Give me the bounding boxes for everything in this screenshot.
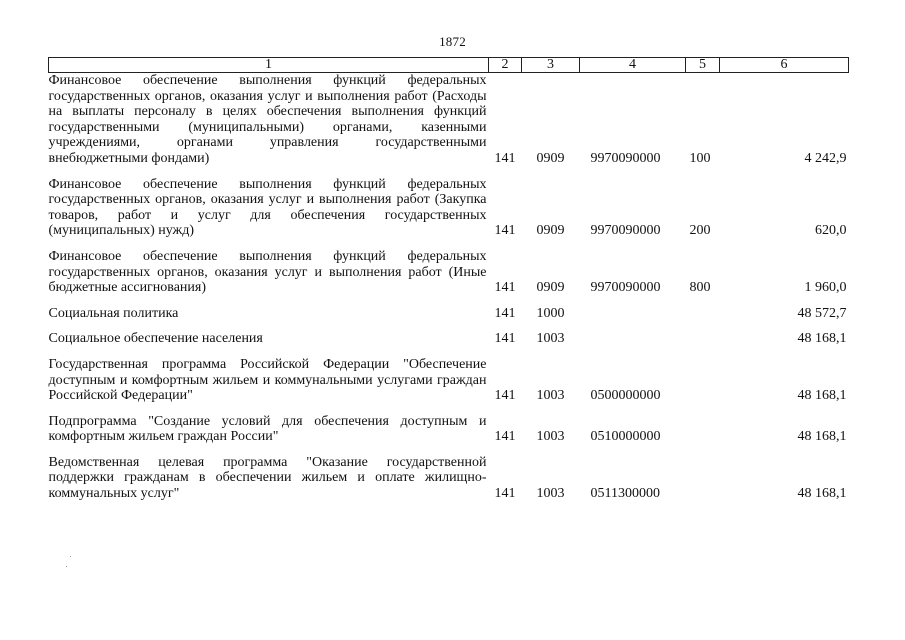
row-spacer	[49, 296, 849, 306]
row-amount: 48 168,1	[797, 429, 847, 445]
row-amount: 48 168,1	[797, 486, 847, 502]
row-description: Финансовое обеспечение выполнения функций федеральных государственных органов, оказания услуг и выполнения работ (Закупка товаров, работ и услуг для обеспечения государственных (муниципальных) нужд)	[48, 176, 487, 239]
header-col-2: 2	[489, 58, 522, 73]
row-section-code: 1003	[536, 388, 565, 404]
row-ministry-code: 141	[494, 388, 516, 404]
row-ministry-code: 141	[494, 150, 516, 166]
row-ministry-code: 141	[494, 331, 516, 347]
table-row	[49, 306, 849, 322]
row-amount: 48 168,1	[797, 388, 847, 404]
row-spacer	[49, 404, 849, 414]
row-expense-type: 800	[689, 280, 711, 296]
row-target-code: 9970090000	[590, 223, 661, 239]
row-section-code: 0909	[536, 150, 565, 166]
row-description: Ведомственная целевая программа "Оказание государственной поддержки гражданам в обеспечении жильем и оплате жилищно-коммунальных услуг"	[48, 454, 487, 502]
row-target-code: 0511300000	[590, 486, 660, 502]
row-expense-type	[686, 455, 720, 502]
budget-table-container	[48, 57, 848, 502]
header-col-5: 5	[686, 58, 720, 73]
row-section-code: 0909	[536, 223, 565, 239]
row-section-code: 1003	[536, 486, 565, 502]
row-amount: 48 572,7	[797, 305, 847, 321]
table-row	[49, 249, 849, 296]
header-row	[49, 58, 849, 73]
row-ministry-code: 141	[494, 280, 516, 296]
table-body	[49, 73, 849, 502]
table-row	[49, 73, 849, 167]
row-spacer	[49, 239, 849, 249]
header-col-1: 1	[49, 58, 489, 73]
budget-table	[48, 57, 849, 502]
row-amount: 48 168,1	[797, 331, 847, 347]
row-target-code	[580, 331, 686, 347]
row-target-code: 9970090000	[590, 280, 661, 296]
row-description: Подпрограмма "Создание условий для обеспечения доступным и комфортным жильем граждан России"	[48, 413, 487, 445]
row-amount: 4 242,9	[804, 150, 847, 166]
row-description: Финансовое обеспечение выполнения функций федеральных государственных органов, оказания услуг и выполнения работ (Расходы на выплаты персоналу в целях обеспечения выполнения функций государственными (муниципальными) органами, казенными учреждениями, органами управления государственными внебюджетными фондами)	[48, 73, 487, 166]
row-expense-type: 200	[689, 223, 711, 239]
row-expense-type: 100	[689, 150, 711, 166]
row-target-code: 0500000000	[590, 388, 661, 404]
table-row	[49, 357, 849, 404]
row-section-code: 1003	[536, 429, 565, 445]
row-amount: 1 960,0	[804, 280, 847, 296]
page-number: 1872	[439, 34, 466, 49]
row-section-code: 1003	[536, 331, 565, 347]
row-ministry-code: 141	[494, 429, 516, 445]
row-expense-type	[686, 331, 720, 347]
row-section-code: 0909	[536, 280, 565, 296]
row-spacer	[49, 445, 849, 455]
table-row	[49, 177, 849, 239]
row-description: Социальная политика	[48, 305, 179, 321]
header-col-4: 4	[580, 58, 686, 73]
table-row	[49, 331, 849, 347]
row-target-code: 9970090000	[590, 150, 661, 166]
header-col-6: 6	[720, 58, 849, 73]
table-header	[49, 58, 849, 73]
row-description: Финансовое обеспечение выполнения функций федеральных государственных органов, оказания услуг и выполнения работ (Иные бюджетные ассигнования)	[48, 248, 487, 296]
table-row	[49, 414, 849, 445]
table-row	[49, 455, 849, 502]
row-spacer	[49, 347, 849, 357]
row-description: Социальное обеспечение населения	[48, 331, 263, 347]
header-col-3: 3	[522, 58, 580, 73]
scan-speck	[70, 556, 71, 557]
row-spacer	[49, 167, 849, 177]
row-target-code	[580, 306, 686, 322]
row-spacer	[49, 321, 849, 331]
row-target-code: 0510000000	[590, 429, 661, 445]
row-expense-type	[686, 357, 720, 404]
row-ministry-code: 141	[494, 223, 516, 239]
row-ministry-code: 141	[494, 486, 516, 502]
row-section-code: 1000	[536, 305, 565, 321]
row-expense-type	[686, 414, 720, 445]
row-expense-type	[686, 306, 720, 322]
row-ministry-code: 141	[494, 305, 516, 321]
row-description: Государственная программа Российской Федерации "Обеспечение доступным и комфортным жильем и коммунальными услугами граждан Российской Федерации"	[48, 356, 487, 404]
row-amount: 620,0	[815, 223, 847, 239]
scan-speck	[66, 566, 67, 567]
